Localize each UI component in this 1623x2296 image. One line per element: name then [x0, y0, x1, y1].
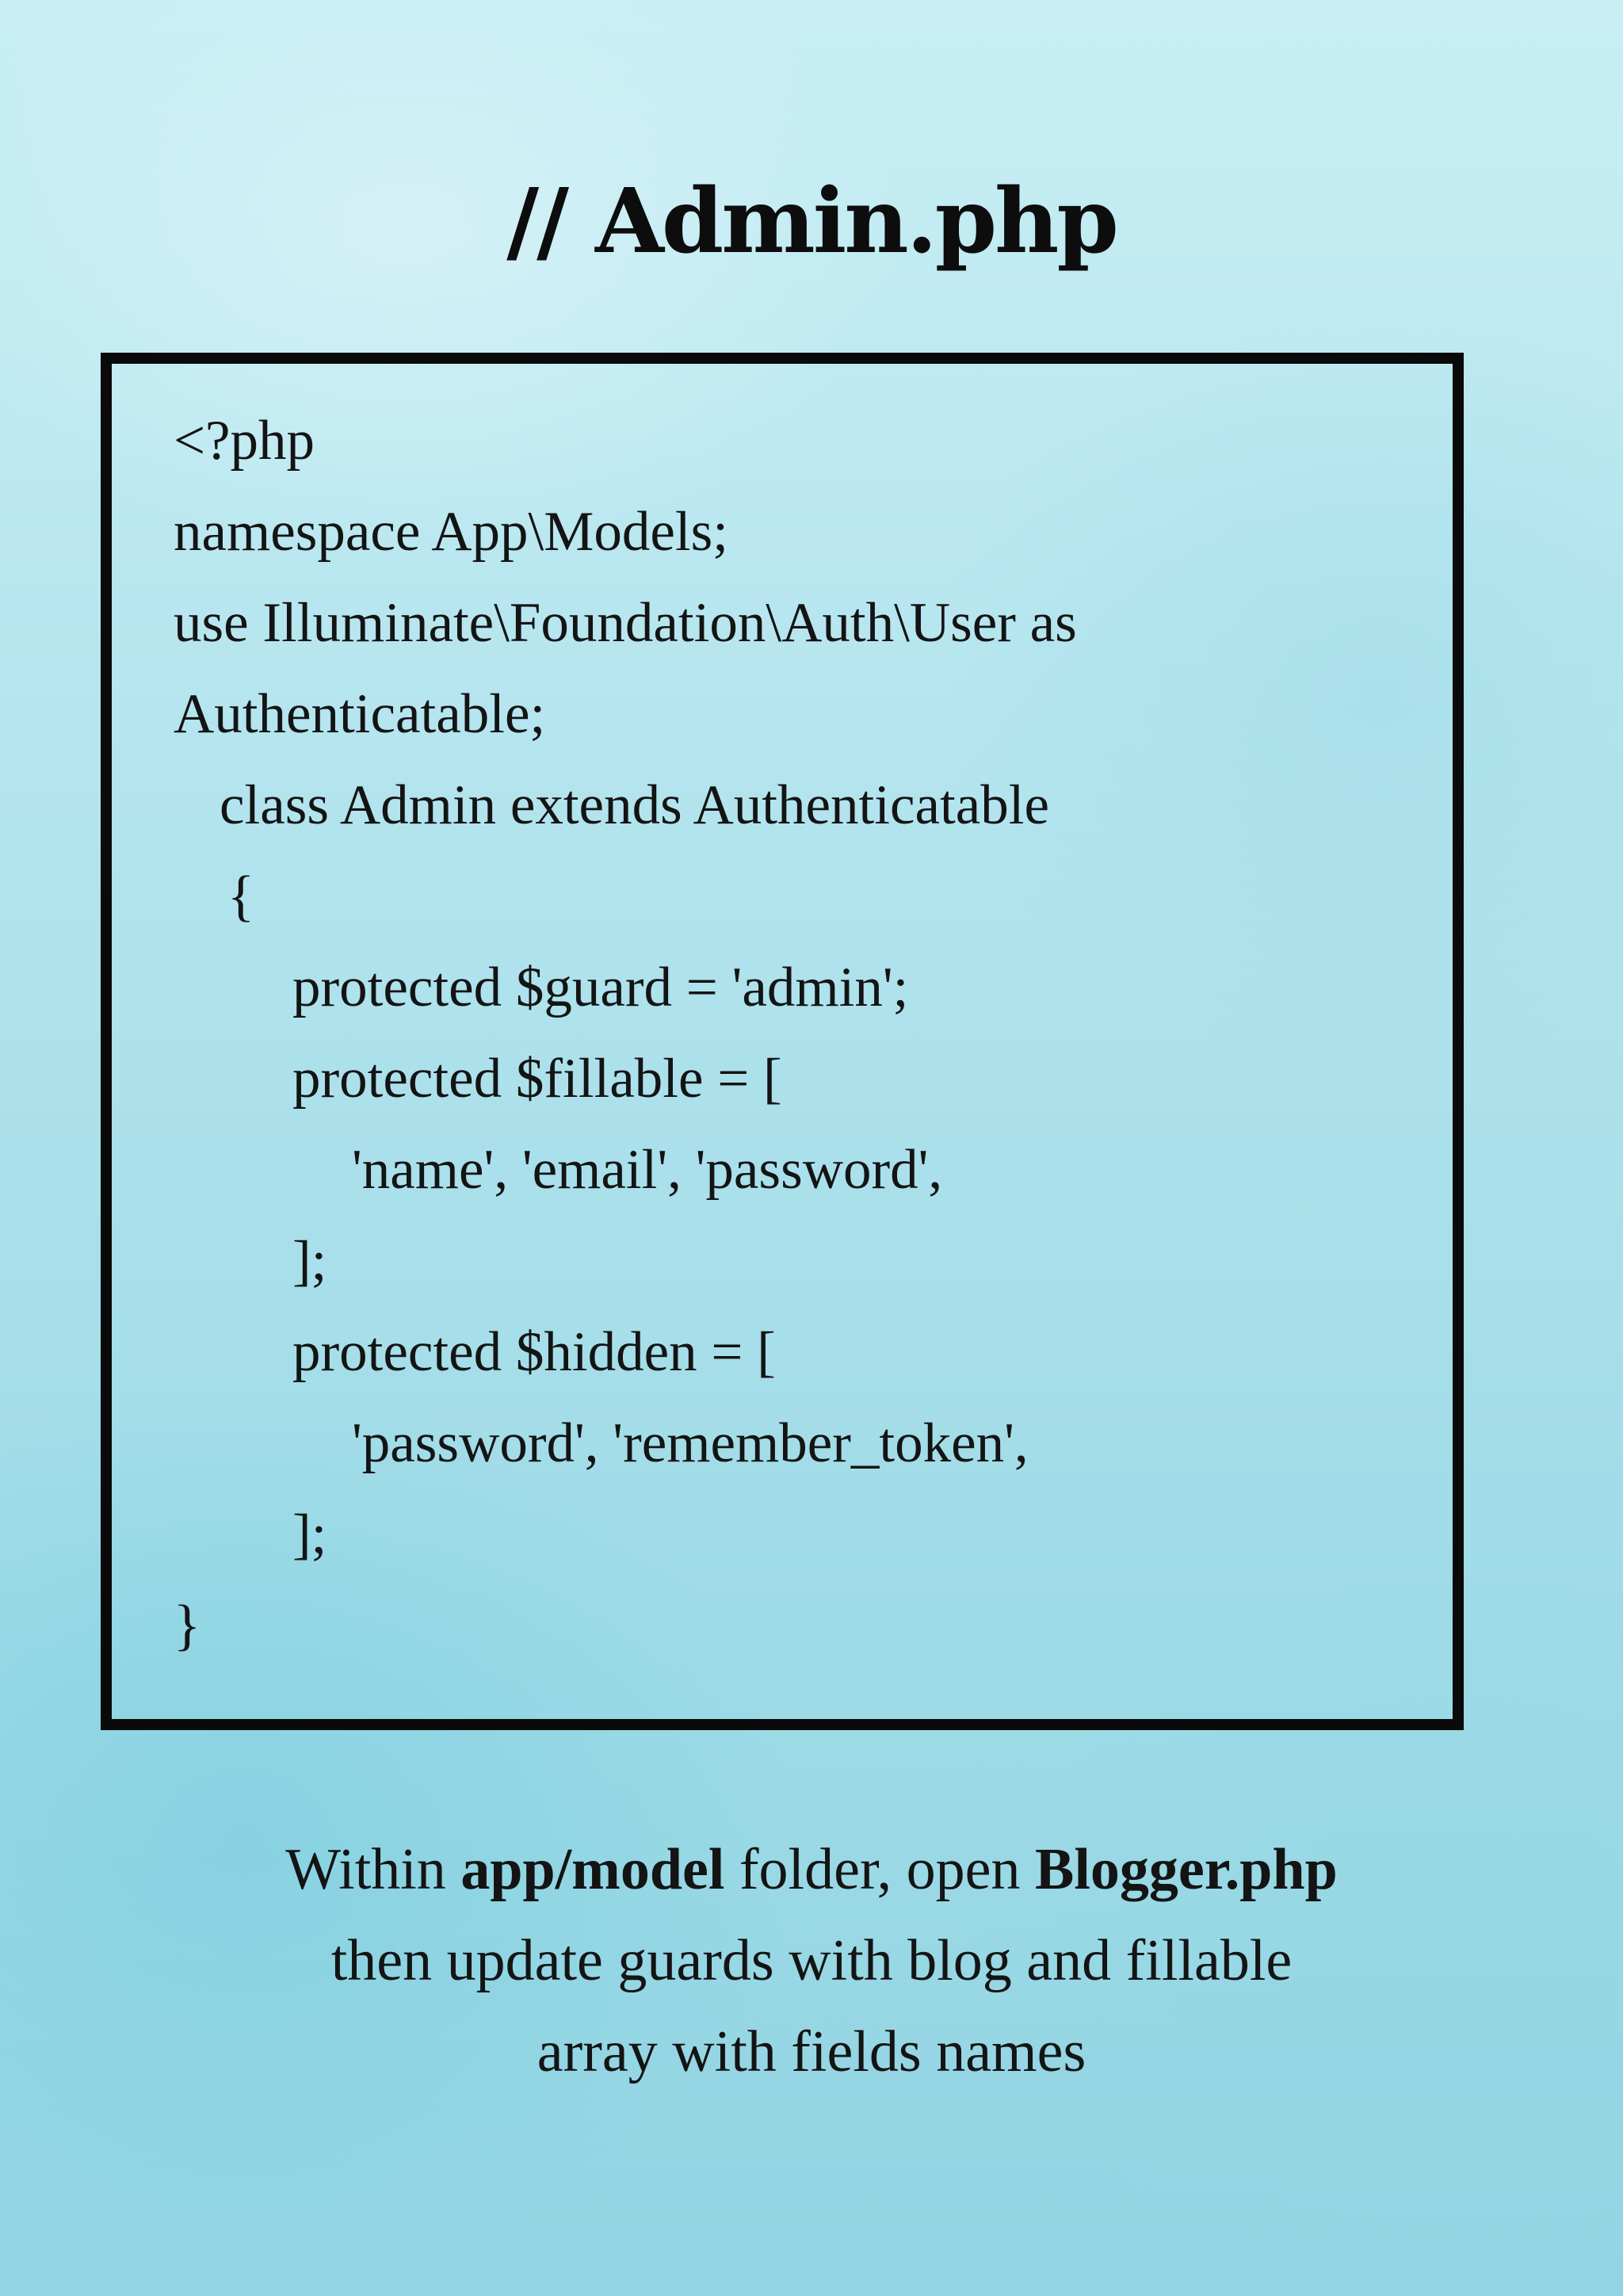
code-frame: [101, 353, 1464, 1730]
instructions-text: [0, 1824, 1623, 2098]
code-block: [174, 395, 1077, 1671]
instructions-line-1: [0, 1824, 1623, 1916]
code-line-guard: protected $guard = 'admin';: [292, 957, 909, 1018]
instructions-line-3: array with fields names: [537, 2019, 1086, 2084]
code-line-hidden: protected $hidden = [: [292, 1321, 776, 1383]
code-line-close-brace: }: [174, 1595, 201, 1656]
code-line-hidden-close: ];: [292, 1503, 327, 1565]
instructions-text-folder-open: folder, open: [724, 1837, 1035, 1902]
code-line-hidden-values: 'password', 'remember_token',: [352, 1412, 1029, 1474]
instructions-text-within: Within: [285, 1837, 461, 1902]
code-line-php-open: <?php: [174, 410, 315, 472]
code-line-fillable: protected $fillable = [: [292, 1048, 782, 1110]
code-line-use-continued: Authenticatable;: [174, 683, 546, 745]
code-line-open-brace: {: [227, 865, 255, 927]
code-line-fillable-values: 'name', 'email', 'password',: [352, 1139, 943, 1201]
instructions-file-name: Blogger.php: [1034, 1837, 1338, 1902]
instructions-line-2: then update guards with blog and fillable: [330, 1928, 1293, 1993]
page-title: // Admin.php: [506, 170, 1117, 273]
instructions-folder-name: app/model: [460, 1837, 725, 1902]
code-line-namespace: namespace App\Models;: [174, 501, 728, 563]
code-line-fillable-close: ];: [292, 1230, 327, 1292]
code-line-use: use Illuminate\Foundation\Auth\User as: [174, 592, 1077, 654]
code-line-class-declaration: class Admin extends Authenticatable: [220, 774, 1050, 836]
